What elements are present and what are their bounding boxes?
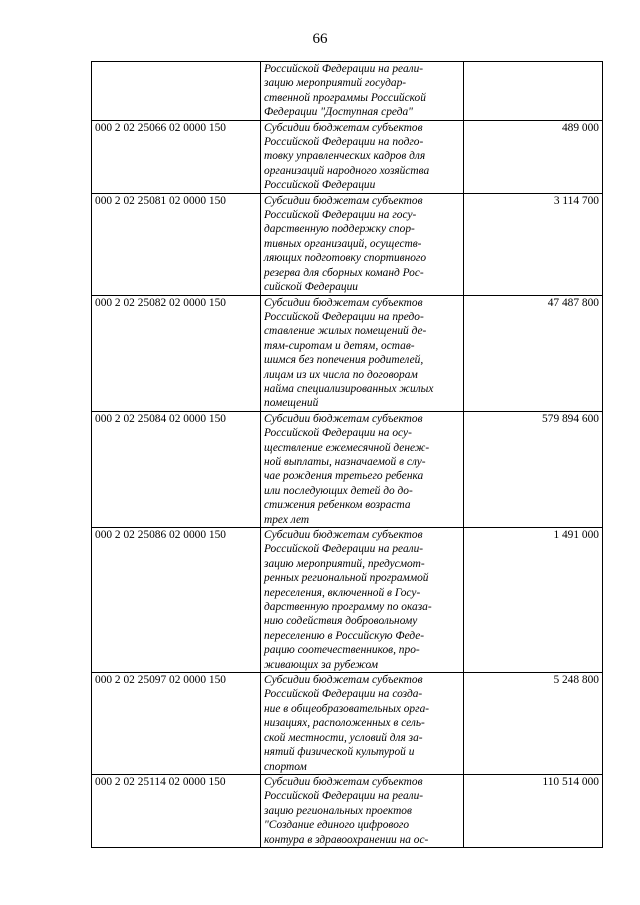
budget-classification-code: 000 2 02 25084 02 0000 150 — [92, 411, 261, 527]
description-line: нию содействия добровольному — [264, 615, 418, 628]
description-line: ственной программы Российской — [264, 91, 426, 104]
table-row — [92, 411, 603, 527]
budget-table-body — [92, 62, 603, 848]
table-row — [92, 295, 603, 411]
amount-value: 3 114 700 — [464, 193, 603, 295]
amount-value: 579 894 600 — [464, 411, 603, 527]
revenue-description — [261, 528, 464, 673]
description-line: Российской Федерации на созда- — [264, 688, 423, 701]
description-line: ние в общеобразовательных орга- — [264, 702, 430, 715]
description-line: нятий физической культурой и — [264, 746, 415, 759]
table-row — [92, 120, 603, 193]
description-line: или последующих детей до до- — [264, 484, 413, 497]
description-line: организаций народного хозяйства — [264, 164, 430, 177]
description-line: переселения, включенной в Госу- — [264, 586, 421, 599]
description-line: ставление жилых помещений де- — [264, 325, 427, 338]
description-line: зацию региональных проектов — [264, 804, 412, 817]
budget-revenue-table — [91, 61, 603, 848]
description-line: переселению в Российскую Феде- — [264, 629, 425, 642]
description-line: тям-сиротам и детям, остав- — [264, 339, 415, 352]
revenue-description — [261, 193, 464, 295]
amount-value: 47 487 800 — [464, 295, 603, 411]
description-line: Российской Федерации на предо- — [264, 310, 424, 323]
budget-classification-code: 000 2 02 25097 02 0000 150 — [92, 673, 261, 775]
description-line: "Создание единого цифрового — [264, 819, 410, 832]
budget-classification-code: 000 2 02 25081 02 0000 150 — [92, 193, 261, 295]
description-line: Субсидии бюджетам субъектов — [264, 775, 423, 788]
description-line: ской местности, условий для за- — [264, 731, 423, 744]
description-line: шимся без попечения родителей, — [264, 354, 424, 367]
table-row — [92, 193, 603, 295]
description-line: Российской Федерации на реали- — [264, 63, 424, 75]
description-line: Российской Федерации на реали- — [264, 790, 424, 803]
description-line: Субсидии бюджетам субъектов — [264, 674, 423, 687]
description-line: Субсидии бюджетам субъектов — [264, 121, 423, 134]
description-line: живающих за рубежом — [264, 658, 379, 671]
amount-value — [464, 62, 603, 121]
description-line: ной выплаты, назначаемой в слу- — [264, 455, 426, 468]
budget-classification-code — [92, 62, 261, 121]
revenue-description — [261, 62, 464, 121]
description-line: Российской Федерации на подго- — [264, 136, 424, 149]
description-line: спортом — [264, 760, 307, 773]
description-line: Российской Федерации — [264, 179, 376, 192]
description-line: Российской Федерации на госу- — [264, 209, 417, 222]
description-line: ренных региональной программой — [264, 572, 429, 585]
description-line: Субсидии бюджетам субъектов — [264, 296, 423, 309]
table-row — [92, 62, 603, 121]
description-line: стижения ребенком возраста — [264, 499, 411, 512]
budget-classification-code: 000 2 02 25086 02 0000 150 — [92, 528, 261, 673]
page-number: 66 — [312, 31, 328, 47]
description-line: Субсидии бюджетам субъектов — [264, 194, 423, 207]
table-row — [92, 528, 603, 673]
description-line: помещений — [264, 397, 319, 410]
revenue-description — [261, 411, 464, 527]
amount-value: 5 248 800 — [464, 673, 603, 775]
description-line: Российской Федерации на реали- — [264, 543, 424, 556]
description-line: дарственную поддержку спор- — [264, 223, 415, 236]
budget-classification-code: 000 2 02 25066 02 0000 150 — [92, 120, 261, 193]
description-line: сийской Федерации — [264, 281, 359, 294]
table-row — [92, 673, 603, 775]
description-line: трех лет — [264, 513, 310, 526]
description-line: зацию мероприятий, предусмот- — [264, 557, 425, 570]
description-line: зацию мероприятий государ- — [264, 77, 407, 90]
description-line: лицам из их числа по договорам — [264, 368, 418, 381]
description-line: Федерации "Доступная среда" — [264, 106, 413, 119]
description-line: ляющих подготовку спортивного — [264, 252, 427, 265]
description-line: резерва для сборных команд Рос- — [264, 266, 424, 279]
amount-value: 110 514 000 — [464, 774, 603, 847]
description-line: Субсидии бюджетам субъектов — [264, 412, 423, 425]
amount-value: 489 000 — [464, 120, 603, 193]
revenue-description — [261, 774, 464, 847]
description-line: ществление ежемесячной денеж- — [264, 441, 430, 454]
table-row — [92, 774, 603, 847]
description-line: чае рождения третьего ребенка — [264, 470, 424, 483]
budget-classification-code: 000 2 02 25082 02 0000 150 — [92, 295, 261, 411]
budget-classification-code: 000 2 02 25114 02 0000 150 — [92, 774, 261, 847]
description-line: товку управленческих кадров для — [264, 150, 426, 163]
revenue-description — [261, 295, 464, 411]
description-line: контура в здравоохранении на ос- — [264, 833, 429, 846]
description-line: найма специализированных жилых — [264, 382, 434, 395]
description-line: низациях, расположенных в сель- — [264, 717, 425, 730]
description-line: дарственную программу по оказа- — [264, 601, 432, 614]
revenue-description — [261, 120, 464, 193]
description-line: Субсидии бюджетам субъектов — [264, 529, 423, 541]
description-line: тивных организаций, осуществ- — [264, 237, 422, 250]
description-line: Российской Федерации на осу- — [264, 427, 412, 440]
amount-value: 1 491 000 — [464, 528, 603, 673]
revenue-description — [261, 673, 464, 775]
description-line: рацию соотечественников, про- — [264, 644, 420, 657]
